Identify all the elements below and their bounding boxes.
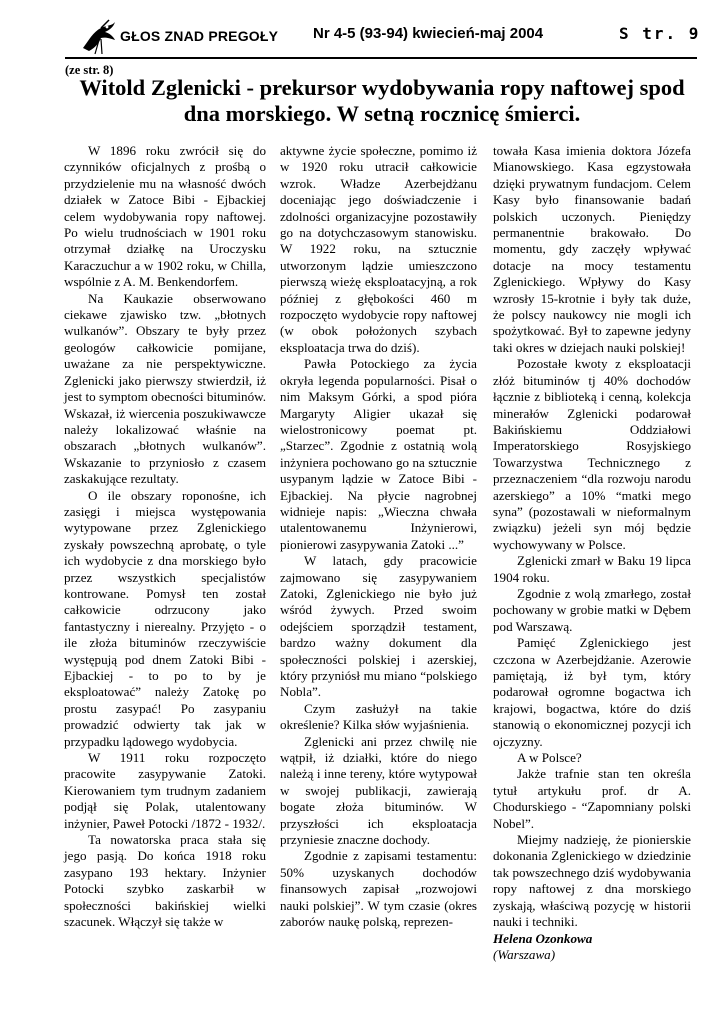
paragraph: Zgodnie z wolą zmarłego, został pochowany w grobie matki w Dębem pod Warszawą. [493, 585, 691, 634]
paragraph: W 1911 roku rozpoczęto pracowite zasypywanie Zatoki. Kierowaniem tym trudnym zadaniem podjął się Polak, utalentowany inżynier, Paweł Potocki /1872 - 1932/. [64, 750, 266, 831]
paragraph: O ile obszary roponośne, ich zasięgi i miejsca występowania wytypowane przez Zglenickiego zyskały powszechną aprobatę, o tyle ich wydobycie z dna morskiego było przez wszystkich specjalistów kontrowane. Pomysł ten został całkowicie odrzucony jako fantastyczny i nierealny. Przyjęto - o ile złoża bituminów rzeczywiście występują pod dnem Zatoki Bibi - Ejbackiej - to po to by je eksploatować” należy Zatokę po prostu zasypać! Po zasypaniu prowadzić odwierty tak jak w przypadku lądowego wydobycia. [64, 487, 266, 749]
paragraph: Zglenicki ani przez chwilę nie wątpił, iż działki, które do niego należą i inne tereny, które wytypował w swojej publikacji, zawierają bogate złoża bituminów. W przyszłości ich eksploatacja przyniesie znaczne dochody. [280, 733, 477, 848]
paragraph: Na Kaukazie obserwowano ciekawe zjawisko tzw. „błotnych wulkanów”. Obszary te były przez geologów całkowicie pomijane, uważane za nie perspektywiczne. Zglenicki jako pierwszy stwierdził, iż jest to symptom obecności bituminów. Wskazał, iż wiercenia poszukiwawcze należy lokalizować właśnie na obszarach „błotnych wulkanów”. Wskazanie to przyniosło z czasem zaskakujące rezultaty. [64, 290, 266, 487]
paragraph: Jakże trafnie stan ten określa tytuł artykułu prof. dr A. Chodurskiego - “Zapomniany polski Nobel”. [493, 766, 691, 831]
author-city: (Warszawa) [493, 946, 556, 962]
article-column-2 [280, 143, 477, 931]
paragraph: towała Kasa imienia doktora Józefa Mianowskiego. Kasa egzystowała dzięki prywatnym fundacjom. Celem Kasy było finansowanie badań polskich uczonych. Pieniędzy permanentnie brakowało. Do momentu, gdy zaczęły wpływać dotacje na mocy testamentu Zglenickiego. Wpływy do Kasy wzrosły 15-krotnie i były tak duże, że polscy naukowcy nie mogli ich spożytkować. Był to zapewne jedyny taki okres w dziejach nauki polskiej! [493, 143, 691, 355]
paragraph: Zglenicki zmarł w Baku 19 lipca 1904 roku. [493, 553, 691, 585]
article-title: Witold Zglenicki - prekursor wydobywania ropy naftowej spod dna morskiego. W setną rocznicę śmierci. [79, 75, 685, 126]
paragraph: Pozostałe kwoty z eksploatacji złóż bituminów tj 40% dochodów łącznie z biblioteką i cenną, kolekcja minerałów Zglenicki podarował Bakińskiemu Oddziałowi Imperatorskiego Rosyjskiego Towarzystwa Technicznego z przeznaczeniem “dla rozwoju narodu azerskiego” a 10% “matki mego syna” (pozostawali w nieformalnym związku) jeżeli syn mój będzie wychowywany w Polsce. [493, 356, 691, 552]
stork-logo-icon [79, 18, 119, 56]
article-column-3 [493, 143, 691, 963]
article-author: Helena Ozonkowa [493, 930, 593, 946]
paragraph: Zgodnie z zapisami testamentu: 50% uzyskanych dochodów finansowych zapisał „rozwojowi nauki polskiej”. W tym czasie (okres zaborów naukę polską, reprezen- [280, 848, 477, 930]
masthead-title: GŁOS ZNAD PREGOŁY [120, 28, 279, 44]
paragraph: A w Polsce? [517, 750, 582, 766]
header-rule [65, 57, 697, 59]
paragraph: Pamięć Zglenickiego jest czczona w Azerbejdżanie. Azerowie pamiętają, iż był tym, który podarował ogromne bogactwa ich krajowi, bogactwa, które do dziś stanowią o ekonomicznej pozycji ich ojczyzny. [493, 635, 691, 749]
paragraph: Ta nowatorska praca stała się jego pasją. Do końca 1918 roku zasypano 193 hektary. Inżynier Potocki szybko zaskarbił w społeczności bakińskiej wielki szacunek. Włączył się także w [64, 832, 266, 930]
issue-info: Nr 4-5 (93-94) kwiecień-maj 2004 [313, 25, 544, 42]
page-header [45, 16, 701, 56]
paragraph: Czym zasłużył na takie określenie? Kilka słów wyjaśnienia. [280, 700, 477, 733]
continued-from-label: (ze str. 8) [65, 63, 114, 77]
article-column-1 [64, 143, 266, 931]
page-number: S tr. 9 [619, 24, 701, 43]
paragraph: Pawła Potockiego za życia okryła legenda popularności. Pisał o nim Maksym Górki, a spod pióra Margaryty Aligier ukazał się wielostronicowy poemat pt. „Starzec”. Zgodnie z ostatnią wolą inżyniera pochowano go na sztucznie usypanym lądzie w Zatoce Bibi - Ejbackiej. Na płycie nagrobnej widnieje napis: „Wieczna chwała utalentowanemu Inżynierowi, pionierowi zasypywania Zatoki ...” [280, 356, 477, 552]
paragraph: aktywne życie społeczne, pomimo iż w 1920 roku utracił całkowicie wzrok. Władze Azerbejdżanu doceniając jego doświadczenie i zdolności organizacyjne pozostawiły go na dotychczasowym stanowisku. W 1922 roku, na sztucznie utworzonym lądzie umieszczono pierwszą wieżę eksploatacyjną, a rok później z głębokości 460 m rozpoczęto wydobycie ropy naftowej (w obok położonych szybach eksploatacja trwa do dziś). [280, 143, 477, 355]
paragraph: W 1896 roku zwrócił się do czynników oficjalnych z prośbą o przydzielenie mu na własność dwóch działek w Zatoce Bibi - Ejbackiej celem wydobywania ropy naftowej. Po wielu trudnościach w 1901 roku otrzymał działkę na Uroczysku Karaczuchur a w 1902 roku, w Chilla, wspólnie z A. M. Benkendorfem. [64, 143, 266, 290]
paragraph: W latach, gdy pracowicie zajmowano się zasypywaniem Zatoki, Zglenickiego nie było już wśród żywych. Przed swoim odejściem sporządził testament, bardzo ważny dokument dla społeczności polskiej i azerskiej, który przyniósł mu miano “polskiego Nobla”. [280, 553, 477, 700]
paragraph: Miejmy nadzieję, że pionierskie dokonania Zglenickiego w dziedzinie tak powszechnego dziś wydobywania ropy naftowej z dna morskiego zyskają, właściwą pozycję w historii nauki i techniki. [493, 832, 691, 930]
